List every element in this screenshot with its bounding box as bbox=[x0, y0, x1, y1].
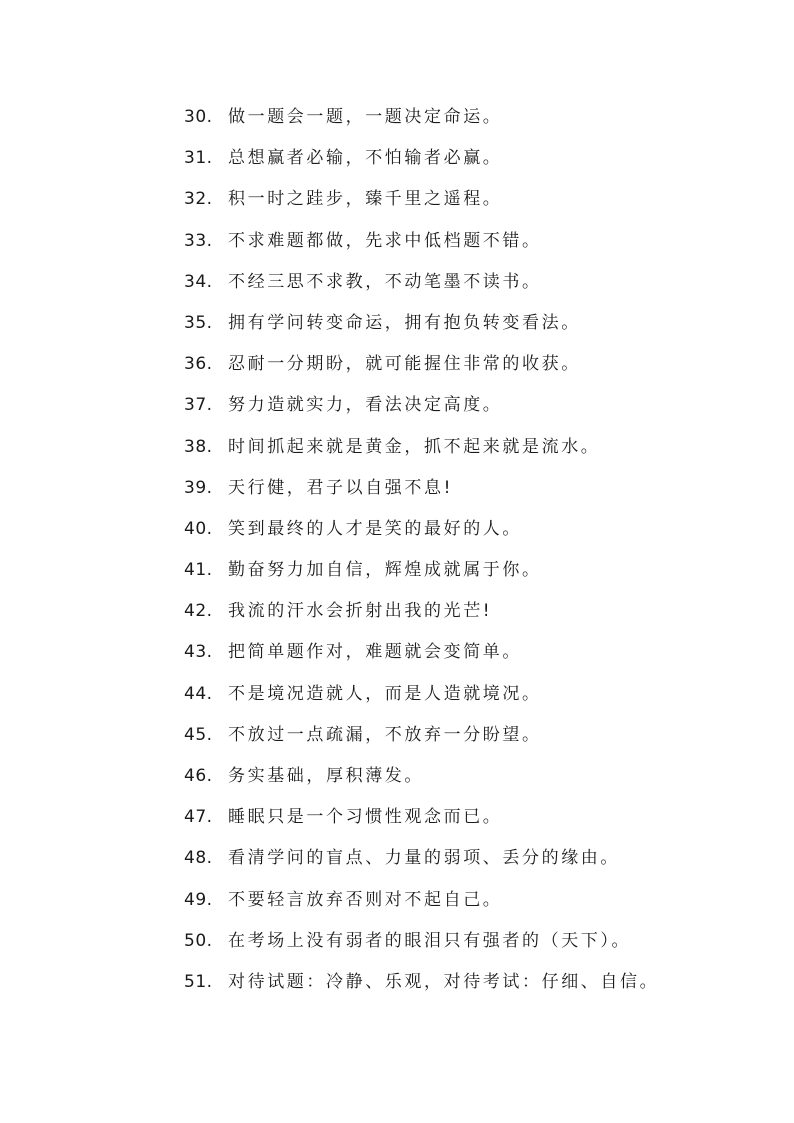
item-number: 39. bbox=[184, 477, 213, 498]
item-text: 时间抓起来就是黄金，抓不起来就是流水。 bbox=[228, 436, 601, 457]
item-number: 48. bbox=[184, 848, 213, 869]
item-text: 忍耐一分期盼，就可能握住非常的收获。 bbox=[228, 354, 581, 375]
item-text: 笑到最终的人才是笑的最好的人。 bbox=[228, 518, 522, 539]
list-item bbox=[184, 965, 744, 1006]
item-number: 43. bbox=[184, 642, 213, 663]
item-text: 务实基础，厚积薄发。 bbox=[228, 766, 424, 786]
list-item bbox=[184, 141, 744, 182]
list-item bbox=[184, 924, 744, 965]
item-number: 51. bbox=[184, 971, 213, 992]
item-text: 不求难题都做，先求中低档题不错。 bbox=[228, 230, 542, 251]
item-text: 不是境况造就人，而是人造就境况。 bbox=[228, 683, 542, 704]
item-text: 积一时之跬步，臻千里之遥程。 bbox=[228, 189, 503, 210]
item-text: 把简单题作对，难题就会变简单。 bbox=[228, 642, 522, 663]
item-text: 我流的汗水会折射出我的光芒! bbox=[228, 601, 493, 622]
motto-list bbox=[184, 100, 744, 1006]
list-item bbox=[184, 306, 744, 347]
list-item bbox=[184, 759, 744, 800]
item-number: 38. bbox=[184, 436, 213, 457]
list-item bbox=[184, 430, 744, 471]
list-item bbox=[184, 265, 744, 306]
list-item bbox=[184, 718, 744, 759]
item-text: 对待试题：冷静、乐观，对待考试：仔细、自信。 bbox=[228, 971, 660, 992]
item-text: 拥有学问转变命运，拥有抱负转变看法。 bbox=[228, 312, 581, 333]
list-item bbox=[184, 471, 744, 512]
item-number: 41. bbox=[184, 560, 213, 581]
item-number: 50. bbox=[184, 930, 213, 951]
list-item bbox=[184, 224, 744, 265]
item-number: 47. bbox=[184, 807, 213, 828]
list-item bbox=[184, 512, 744, 553]
item-number: 42. bbox=[184, 601, 213, 622]
list-item bbox=[184, 388, 744, 429]
item-number: 40. bbox=[184, 518, 213, 539]
list-item bbox=[184, 800, 744, 841]
list-item bbox=[184, 841, 744, 882]
item-text: 不放过一点疏漏，不放弃一分盼望。 bbox=[228, 724, 542, 745]
item-number: 37. bbox=[184, 395, 213, 416]
item-text: 不要轻言放弃否则对不起自己。 bbox=[228, 889, 503, 910]
item-text: 总想赢者必输，不怕输者必赢。 bbox=[228, 148, 503, 169]
item-number: 30. bbox=[184, 107, 213, 127]
list-item bbox=[184, 347, 744, 388]
list-item bbox=[184, 594, 744, 635]
list-item bbox=[184, 553, 744, 594]
item-number: 46. bbox=[184, 766, 213, 786]
item-text: 看清学问的盲点、力量的弱项、丢分的缘由。 bbox=[228, 848, 620, 869]
item-number: 31. bbox=[184, 148, 213, 169]
item-text: 努力造就实力，看法决定高度。 bbox=[228, 395, 503, 416]
item-text: 睡眠只是一个习惯性观念而已。 bbox=[228, 807, 503, 828]
item-number: 45. bbox=[184, 724, 213, 745]
item-number: 44. bbox=[184, 683, 213, 704]
item-number: 32. bbox=[184, 189, 213, 210]
item-text: 在考场上没有弱者的眼泪只有强者的（天下）。 bbox=[228, 930, 632, 951]
item-text: 做一题会一题，一题决定命运。 bbox=[228, 107, 503, 127]
list-item bbox=[184, 677, 744, 718]
list-item bbox=[184, 182, 744, 223]
item-text: 勤奋努力加自信，辉煌成就属于你。 bbox=[228, 560, 542, 581]
item-text: 不经三思不求教，不动笔墨不读书。 bbox=[228, 271, 542, 292]
item-number: 49. bbox=[184, 889, 213, 910]
list-item bbox=[184, 635, 744, 676]
item-number: 36. bbox=[184, 354, 213, 375]
item-text: 天行健，君子以自强不息! bbox=[228, 477, 454, 498]
list-item bbox=[184, 883, 744, 924]
item-number: 35. bbox=[184, 312, 213, 333]
list-item bbox=[184, 100, 744, 141]
item-number: 34. bbox=[184, 271, 213, 292]
item-number: 33. bbox=[184, 230, 213, 251]
